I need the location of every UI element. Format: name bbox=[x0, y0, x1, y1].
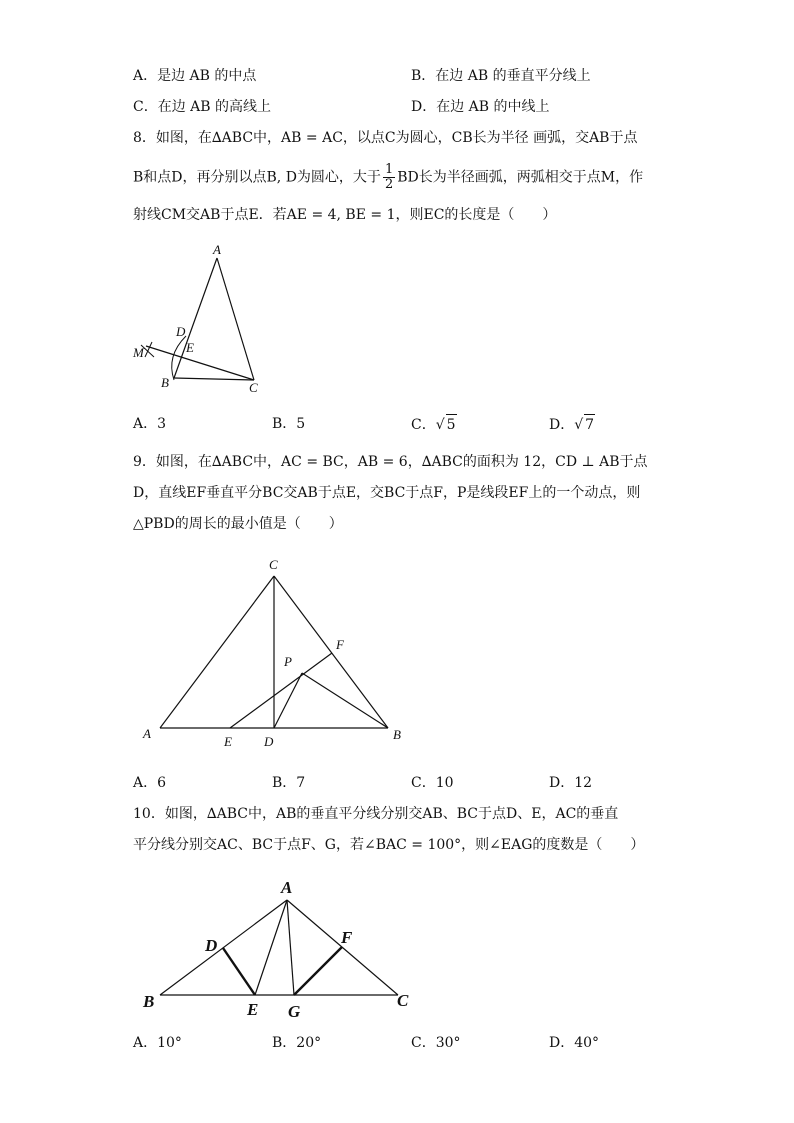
q8-label-e: E bbox=[186, 340, 194, 355]
q10-segment-fg bbox=[294, 947, 342, 995]
q10-segment-ae bbox=[255, 900, 287, 995]
q8-stem-line-3: 射线CM交AB于点E．若AE = 4, BE = 1，则EC的长度是（ ） bbox=[133, 207, 557, 223]
q9-option-b: B．7 bbox=[272, 775, 306, 791]
q10-option-c: C．30° bbox=[411, 1035, 461, 1051]
q8-label-c: C bbox=[249, 380, 258, 395]
q9-stem-line-3: △PBD的周长的最小值是（ ） bbox=[133, 516, 343, 532]
q10-option-b: B．20° bbox=[272, 1035, 322, 1051]
q8-stem-line-1: 8．如图，在∆ABC中，AB = AC，以点C为圆心，CB长为半径 画弧，交AB于点 bbox=[133, 130, 638, 146]
q9-label-p: P bbox=[284, 654, 292, 669]
q9-label-f: F bbox=[336, 637, 344, 652]
q7-option-a: A．是边 AB 的中点 bbox=[133, 68, 257, 84]
q8-label-d: D bbox=[176, 324, 186, 339]
q8-label-m: M bbox=[133, 345, 144, 360]
q10-label-e: E bbox=[247, 1000, 259, 1019]
q10-segment-ag bbox=[287, 900, 294, 995]
q8-fraction-denominator: 2 bbox=[384, 177, 394, 192]
q10-label-d: D bbox=[205, 936, 218, 955]
q9-label-c: C bbox=[269, 557, 278, 572]
q8-option-d-radicand: 7 bbox=[584, 414, 595, 435]
q8-option-c: C．√ 5 bbox=[411, 414, 457, 435]
q9-option-c: C．10 bbox=[411, 775, 454, 791]
q10-label-c: C bbox=[397, 991, 409, 1010]
q10-label-g: G bbox=[288, 1002, 301, 1021]
q8-option-c-radicand: 5 bbox=[446, 414, 457, 435]
q8-option-a: A．3 bbox=[133, 416, 167, 432]
q8-stem-line-2-a: B和点D，再分别以点B, D为圆心，大于 bbox=[133, 169, 381, 186]
q8-label-a: A bbox=[213, 242, 221, 257]
q8-stem-line-2-b: BD长为半径画弧，两弧相交于点M，作 bbox=[397, 169, 644, 186]
q9-label-a: A bbox=[143, 726, 151, 741]
q10-edge-ab bbox=[160, 900, 287, 995]
q10-option-d: D．40° bbox=[549, 1035, 600, 1051]
q10-stem-line-1: 10．如图，∆ABC中，AB的垂直平分线分别交AB、BC于点D、E，AC的垂直 bbox=[133, 806, 619, 822]
q8-option-b: B．5 bbox=[272, 416, 306, 432]
q9-option-a: A．6 bbox=[133, 775, 167, 791]
q8-fraction-numerator: 1 bbox=[384, 162, 394, 177]
q9-label-e: E bbox=[224, 734, 232, 749]
q9-stem-line-2: D，直线EF垂直平分BC交AB于点E，交BC于点F，P是线段EF上的一个动点，则 bbox=[133, 485, 641, 501]
q9-label-d: D bbox=[264, 734, 274, 749]
q9-stem-line-1: 9．如图，在∆ABC中，AC = BC，AB = 6，∆ABC的面积为 12，CD ⊥ AB于点 bbox=[133, 454, 648, 470]
q8-option-c-prefix: C． bbox=[411, 417, 436, 433]
q10-stem-line-2: 平分线分别交AC、BC于点F、G，若∠BAC = 100°，则∠EAG的度数是（ ） bbox=[133, 837, 645, 853]
q10-label-a: A bbox=[281, 878, 293, 897]
q7-option-d: D．在边 AB 的中线上 bbox=[411, 99, 550, 115]
q10-segment-de bbox=[223, 948, 255, 995]
q8-option-d-prefix: D． bbox=[549, 417, 575, 433]
q7-option-b: B．在边 AB 的垂直平分线上 bbox=[411, 68, 591, 84]
q10-label-b: B bbox=[143, 992, 155, 1011]
q9-label-b: B bbox=[393, 727, 401, 742]
q8-option-d: D．√ 7 bbox=[549, 414, 595, 435]
q8-label-b: B bbox=[161, 375, 169, 390]
q10-option-a: A．10° bbox=[133, 1035, 182, 1051]
q7-option-c: C．在边 AB 的高线上 bbox=[133, 99, 272, 115]
q9-option-d: D．12 bbox=[549, 775, 593, 791]
q10-label-f: F bbox=[341, 928, 353, 947]
